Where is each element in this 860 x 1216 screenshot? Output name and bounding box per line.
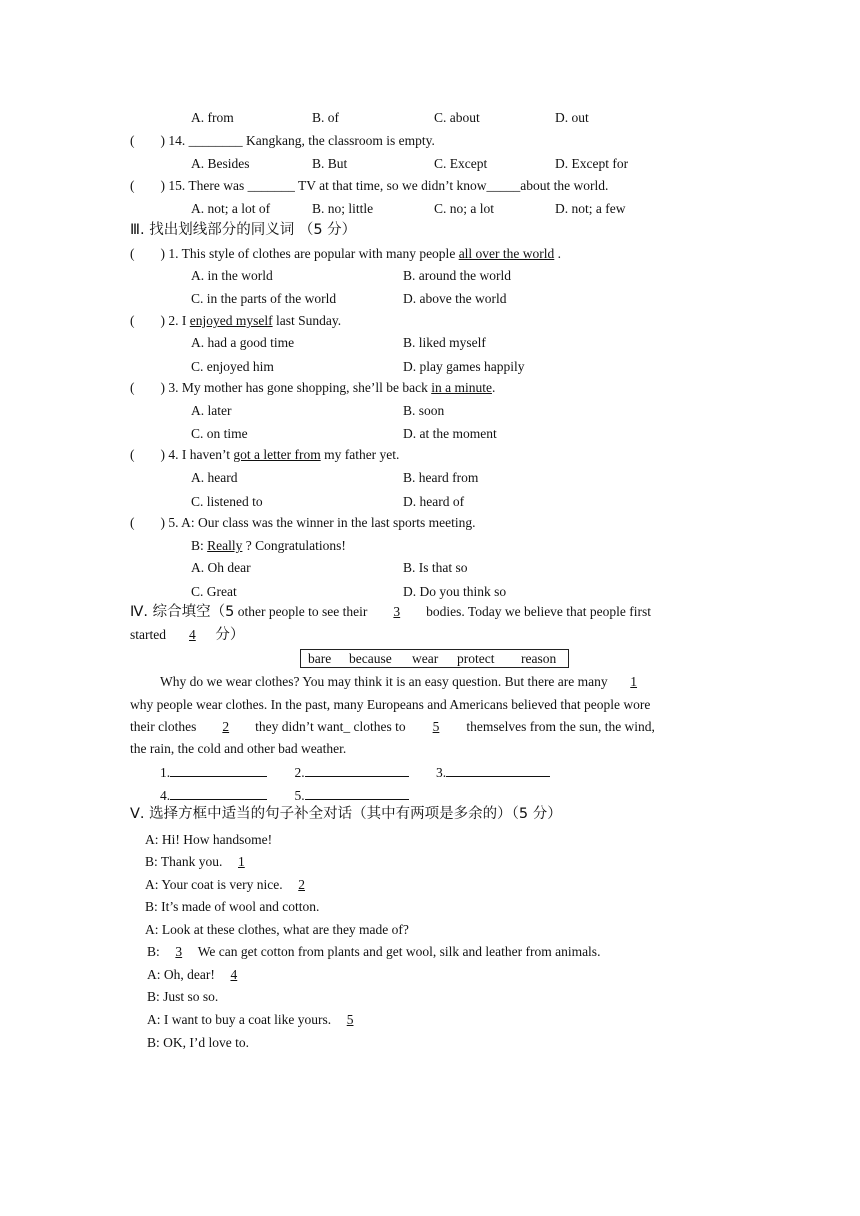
synonym-question-5: ( ) 5. A: Our class was the winner in the last sports meeting. xyxy=(130,515,476,530)
answer-paren: ( xyxy=(130,515,135,530)
q13-option-a: A. from xyxy=(191,110,234,125)
q14-option-d: D. Except for xyxy=(555,156,629,171)
section-3-heading: Ⅲ. 找出划线部分的同义词 （5 分） xyxy=(130,222,357,238)
question-15: ( ) 15. There was _______ TV at that time, so we didn’t know_____about the world. xyxy=(130,178,609,193)
synonym-question-3: ( ) 3. My mother has gone shopping, she’ll be back in a minute. xyxy=(130,380,496,395)
answer-paren: ( xyxy=(130,380,135,395)
s3q3-option-a: A. later xyxy=(191,403,232,418)
s3q5-option-d: D. Do you think so xyxy=(403,584,507,599)
q13-option-c: C. about xyxy=(434,110,480,125)
dialogue-line: A: I want to buy a coat like yours. 5 xyxy=(147,1011,369,1029)
answer-paren: ( xyxy=(130,246,135,261)
word-bare: bare xyxy=(308,651,332,666)
passage-line-4: the rain, the cold and other bad weather. xyxy=(130,741,347,756)
section-4-heading-line: Ⅳ. 综合填空（5 other people to see their 3 bodies. Today we believe that people first xyxy=(130,604,652,620)
s3q4-option-b: B. heard from xyxy=(403,470,479,485)
synonym-question-1: ( ) 1. This style of clothes are popular with many people all over the world . xyxy=(130,246,562,261)
underlined-phrase: Really xyxy=(207,538,243,553)
q14-option-c: C. Except xyxy=(434,156,488,171)
s3q4-option-c: C. listened to xyxy=(191,494,263,509)
answer-paren: ( xyxy=(130,447,135,462)
dialogue-line: B: It’s made of wool and cotton. xyxy=(145,899,320,914)
blank: _______ xyxy=(247,178,295,193)
passage-line-1: Why do we wear clothes? You may think it is an easy question. But there are many 1 xyxy=(160,673,660,691)
dialogue-line: B: Thank you. 1 xyxy=(145,853,260,871)
dialogue-line: B: Just so so. xyxy=(147,989,219,1004)
s3q4-option-a: A. heard xyxy=(191,470,238,485)
word-reason: reason xyxy=(521,651,557,666)
q15-option-c: C. no; a lot xyxy=(434,201,494,216)
q13-option-d: D. out xyxy=(555,110,589,125)
dialogue-blank[interactable]: 2 xyxy=(298,877,305,892)
dialogue-blank[interactable]: 1 xyxy=(238,854,245,869)
dialogue-line: A: Look at these clothes, what are they made of? xyxy=(145,922,409,937)
s3q1-option-b: B. around the world xyxy=(403,268,511,283)
blank-2: 2 xyxy=(222,719,230,734)
s3q2-option-c: C. enjoyed him xyxy=(191,359,274,374)
s3q2-option-d: D. play games happily xyxy=(403,359,525,374)
dialogue-line: A: Hi! How handsome! xyxy=(145,832,273,847)
synonym-question-2: ( ) 2. I enjoyed myself last Sunday. xyxy=(130,313,342,328)
q15-option-b: B. no; little xyxy=(312,201,374,216)
dialogue-line: A: Oh, dear! 4 xyxy=(147,966,253,984)
passage-line-2: why people wear clothes. In the past, many Europeans and Americans believed that people wore xyxy=(130,697,651,712)
answer-field-5[interactable] xyxy=(305,785,409,800)
underlined-phrase: all over the world xyxy=(458,246,555,261)
blank-5: 5 xyxy=(432,719,440,734)
s3q5-option-b: B. Is that so xyxy=(403,560,468,575)
s3q2-option-b: B. liked myself xyxy=(403,335,486,350)
s3q2-option-a: A. had a good time xyxy=(191,335,295,350)
answer-field-3[interactable] xyxy=(446,762,550,777)
blank-1: 1 xyxy=(630,674,638,689)
section-4-heading: Ⅳ. 综合填空（5 xyxy=(130,604,235,620)
answer-field-2[interactable] xyxy=(305,762,409,777)
answer-field-4[interactable] xyxy=(170,785,267,800)
underlined-phrase: in a minute xyxy=(431,380,492,395)
answer-line-1: 1. 2. 3. xyxy=(160,762,550,782)
q15-option-a: A. not; a lot of xyxy=(191,201,271,216)
section-5-heading: Ⅴ. 选择方框中适当的句子补全对话（其中有两项是多余的）（5 分） xyxy=(130,806,562,822)
answer-line-2: 4. 5. xyxy=(160,785,409,805)
synonym-question-4: ( ) 4. I haven’t got a letter from my father yet. xyxy=(130,447,400,462)
dialogue-line: A: Your coat is very nice. 2 xyxy=(145,876,321,894)
question-14: ( ) 14. ________ Kangkang, the classroom is empty. xyxy=(130,133,435,148)
underlined-phrase: enjoyed myself xyxy=(189,313,273,328)
q13-option-b: B. of xyxy=(312,110,339,125)
blank: _____ xyxy=(486,178,521,193)
s3q5-option-a: A. Oh dear xyxy=(191,560,251,575)
underlined-phrase: got a letter from xyxy=(233,447,321,462)
word-box xyxy=(300,649,569,668)
s3q1-option-c: C. in the parts of the world xyxy=(191,291,337,306)
dialogue-blank[interactable]: 5 xyxy=(346,1012,354,1027)
answer-paren: ( xyxy=(130,133,135,148)
dialogue-blank[interactable]: 4 xyxy=(230,967,238,982)
q14-option-b: B. But xyxy=(312,156,348,171)
blank-3: 3 xyxy=(393,604,401,619)
q15-option-d: D. not; a few xyxy=(555,201,626,216)
dialogue-line: B: OK, I’d love to. xyxy=(147,1035,249,1050)
word-wear: wear xyxy=(412,651,439,666)
s3q1-option-a: A. in the world xyxy=(191,268,273,283)
blank-4: 4 xyxy=(189,627,196,642)
word-because: because xyxy=(349,651,392,666)
s3q3-option-c: C. on time xyxy=(191,426,248,441)
s3q3-option-b: B. soon xyxy=(403,403,445,418)
blank: ________ xyxy=(188,133,243,148)
s3q5-option-c: C. Great xyxy=(191,584,237,599)
synonym-question-5-reply: B: Really ? Congratulations! xyxy=(191,538,346,553)
dialogue-line: B: 3 We can get cotton from plants and get wool, silk and leather from animals. xyxy=(147,944,601,959)
answer-paren: ( xyxy=(130,178,135,193)
s3q3-option-d: D. at the moment xyxy=(403,426,497,441)
answer-field-1[interactable] xyxy=(170,762,267,777)
word-protect: protect xyxy=(457,651,495,666)
s3q1-option-d: D. above the world xyxy=(403,291,507,306)
answer-paren: ( xyxy=(130,313,135,328)
s3q4-option-d: D. heard of xyxy=(403,494,465,509)
passage-line-3: their clothes 2 they didn’t want_ clothes to 5 themselves from the sun, the wind, xyxy=(130,719,655,734)
q14-option-a: A. Besides xyxy=(191,156,250,171)
section-4-heading-line-2: started 4 分） xyxy=(130,627,245,643)
dialogue-blank[interactable]: 3 xyxy=(175,944,183,959)
